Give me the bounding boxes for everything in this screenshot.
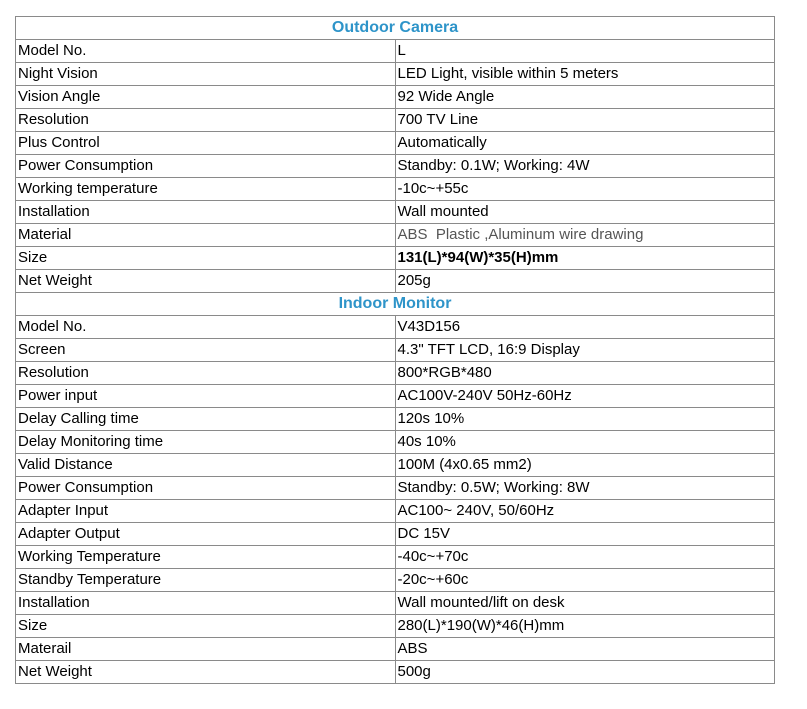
spec-label: Size [16, 247, 396, 270]
spec-label: Power Consumption [16, 155, 396, 178]
spec-label: Adapter Output [16, 523, 396, 546]
table-row [16, 109, 775, 132]
spec-value: Standby: 0.5W; Working: 8W [395, 477, 775, 500]
spec-value: Wall mounted [395, 201, 775, 224]
spec-value: 40s 10% [395, 431, 775, 454]
indoor-monitor-title: Indoor Monitor [16, 293, 775, 316]
table-row [16, 155, 775, 178]
spec-value: DC 15V [395, 523, 775, 546]
spec-value: -40c~+70c [395, 546, 775, 569]
spec-label: Net Weight [16, 270, 396, 293]
table-row [16, 661, 775, 684]
spec-value: 500g [395, 661, 775, 684]
spec-label: Vision Angle [16, 86, 396, 109]
spec-label: Power input [16, 385, 396, 408]
spec-label: Materail [16, 638, 396, 661]
table-row [16, 431, 775, 454]
spec-label: Night Vision [16, 63, 396, 86]
spec-label: Installation [16, 592, 396, 615]
table-row [16, 569, 775, 592]
section-header-row [16, 17, 775, 40]
outdoor-camera-title: Outdoor Camera [16, 17, 775, 40]
spec-label: Model No. [16, 40, 396, 63]
table-row [16, 339, 775, 362]
spec-value: Automatically [395, 132, 775, 155]
spec-value: 100M (4x0.65 mm2) [395, 454, 775, 477]
spec-label: Plus Control [16, 132, 396, 155]
table-row [16, 132, 775, 155]
table-row [16, 500, 775, 523]
spec-label: Installation [16, 201, 396, 224]
table-row [16, 247, 775, 270]
spec-value: 4.3" TFT LCD, 16:9 Display [395, 339, 775, 362]
spec-label: Screen [16, 339, 396, 362]
spec-label: Resolution [16, 362, 396, 385]
table-row [16, 523, 775, 546]
section-header-row [16, 293, 775, 316]
table-row [16, 592, 775, 615]
table-row [16, 546, 775, 569]
table-row [16, 224, 775, 247]
spec-label: Model No. [16, 316, 396, 339]
table-row [16, 385, 775, 408]
spec-label: Power Consumption [16, 477, 396, 500]
spec-value: -10c~+55c [395, 178, 775, 201]
spec-label: Working temperature [16, 178, 396, 201]
spec-value: ABS [395, 638, 775, 661]
spec-label: Size [16, 615, 396, 638]
spec-value: AC100V-240V 50Hz-60Hz [395, 385, 775, 408]
table-row [16, 270, 775, 293]
table-row [16, 638, 775, 661]
spec-value: 280(L)*190(W)*46(H)mm [395, 615, 775, 638]
spec-value: -20c~+60c [395, 569, 775, 592]
spec-value: AC100~ 240V, 50/60Hz [395, 500, 775, 523]
spec-label: Net Weight [16, 661, 396, 684]
spec-value: ABS Plastic ,Aluminum wire drawing [395, 224, 775, 247]
spec-value: 800*RGB*480 [395, 362, 775, 385]
spec-label: Valid Distance [16, 454, 396, 477]
spec-value: 205g [395, 270, 775, 293]
spec-value: Wall mounted/lift on desk [395, 592, 775, 615]
spec-value: 120s 10% [395, 408, 775, 431]
spec-label: Working Temperature [16, 546, 396, 569]
spec-table [15, 16, 775, 684]
table-row [16, 362, 775, 385]
table-row [16, 615, 775, 638]
spec-label: Resolution [16, 109, 396, 132]
spec-label: Delay Monitoring time [16, 431, 396, 454]
spec-label: Standby Temperature [16, 569, 396, 592]
table-row [16, 477, 775, 500]
spec-value: Standby: 0.1W; Working: 4W [395, 155, 775, 178]
table-row [16, 178, 775, 201]
table-row [16, 408, 775, 431]
table-row [16, 316, 775, 339]
spec-value: V43D156 [395, 316, 775, 339]
table-row [16, 201, 775, 224]
table-row [16, 454, 775, 477]
table-row [16, 40, 775, 63]
spec-value: L [395, 40, 775, 63]
spec-value: LED Light, visible within 5 meters [395, 63, 775, 86]
spec-label: Adapter Input [16, 500, 396, 523]
spec-label: Material [16, 224, 396, 247]
spec-value: 700 TV Line [395, 109, 775, 132]
spec-value: 131(L)*94(W)*35(H)mm [395, 247, 775, 270]
spec-label: Delay Calling time [16, 408, 396, 431]
table-row [16, 86, 775, 109]
spec-value: 92 Wide Angle [395, 86, 775, 109]
table-row [16, 63, 775, 86]
